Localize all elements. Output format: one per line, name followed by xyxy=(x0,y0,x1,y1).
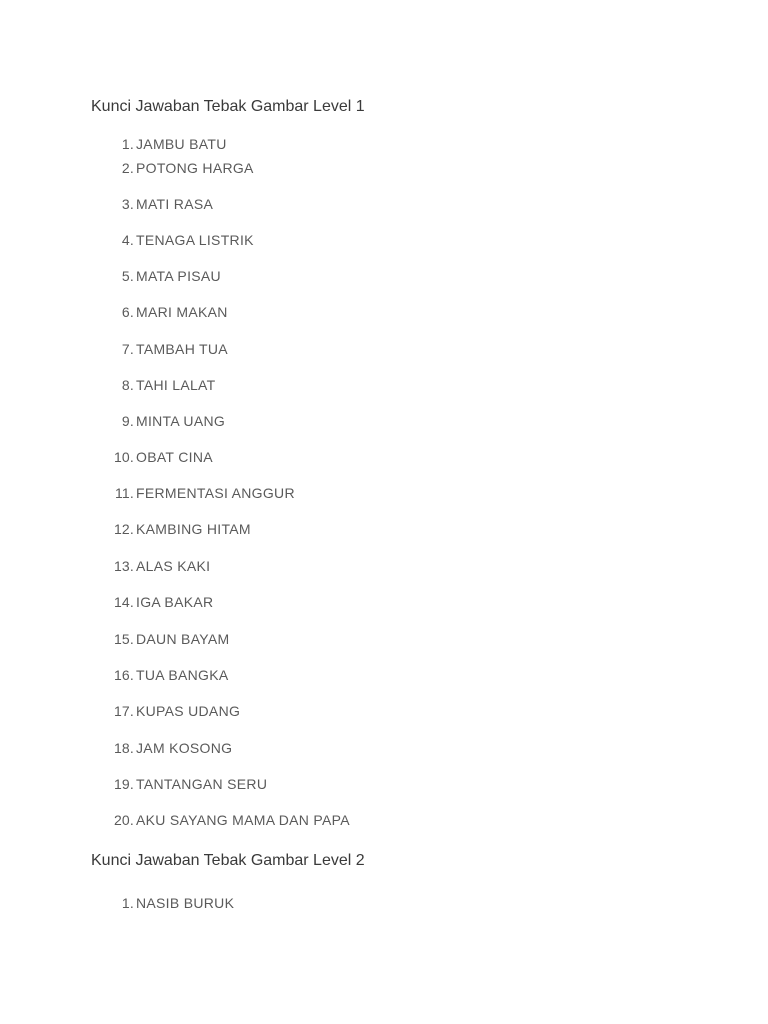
item-number: 15. xyxy=(113,631,134,647)
item-text: NASIB BURUK xyxy=(136,895,235,911)
item-text: TANTANGAN SERU xyxy=(136,776,268,792)
item-text: AKU SAYANG MAMA DAN PAPA xyxy=(136,812,350,828)
item-number: 4. xyxy=(121,232,134,248)
section-title-level-1: Kunci Jawaban Tebak Gambar Level 1 xyxy=(91,98,365,115)
item-text: JAM KOSONG xyxy=(136,740,233,756)
item-number: 7. xyxy=(121,341,134,357)
item-text: KUPAS UDANG xyxy=(136,703,241,719)
item-number: 6. xyxy=(121,304,134,320)
item-number: 1. xyxy=(121,136,134,152)
item-number: 18. xyxy=(113,740,134,756)
item-number: 5. xyxy=(121,268,134,284)
item-text: KAMBING HITAM xyxy=(136,521,251,537)
item-text: TAMBAH TUA xyxy=(136,341,228,357)
item-text: TENAGA LISTRIK xyxy=(136,232,254,248)
item-number: 8. xyxy=(121,377,134,393)
item-number: 9. xyxy=(121,413,134,429)
item-text: FERMENTASI ANGGUR xyxy=(136,485,295,501)
item-text: POTONG HARGA xyxy=(136,160,254,176)
item-text: MINTA UANG xyxy=(136,413,226,429)
item-text: MATA PISAU xyxy=(136,268,221,284)
item-number: 1. xyxy=(121,895,134,911)
item-text: OBAT CINA xyxy=(136,449,213,465)
item-text: MARI MAKAN xyxy=(136,304,228,320)
item-text: IGA BAKAR xyxy=(136,594,214,610)
item-number: 17. xyxy=(113,703,134,719)
item-number: 3. xyxy=(121,196,134,212)
item-text: ALAS KAKI xyxy=(136,558,211,574)
item-number: 12. xyxy=(113,521,134,537)
item-number: 14. xyxy=(113,594,134,610)
item-text: MATI RASA xyxy=(136,196,214,212)
item-number: 13. xyxy=(113,558,134,574)
item-text: JAMBU BATU xyxy=(136,136,227,152)
item-number: 10. xyxy=(113,449,134,465)
item-text: TUA BANGKA xyxy=(136,667,229,683)
item-text: TAHI LALAT xyxy=(136,377,216,393)
item-number: 19. xyxy=(113,776,134,792)
section-title-level-2: Kunci Jawaban Tebak Gambar Level 2 xyxy=(91,852,365,869)
item-number: 16. xyxy=(113,667,134,683)
item-number: 2. xyxy=(121,160,134,176)
item-text: DAUN BAYAM xyxy=(136,631,230,647)
item-number: 20. xyxy=(113,812,134,828)
item-number: 11. xyxy=(114,485,134,501)
